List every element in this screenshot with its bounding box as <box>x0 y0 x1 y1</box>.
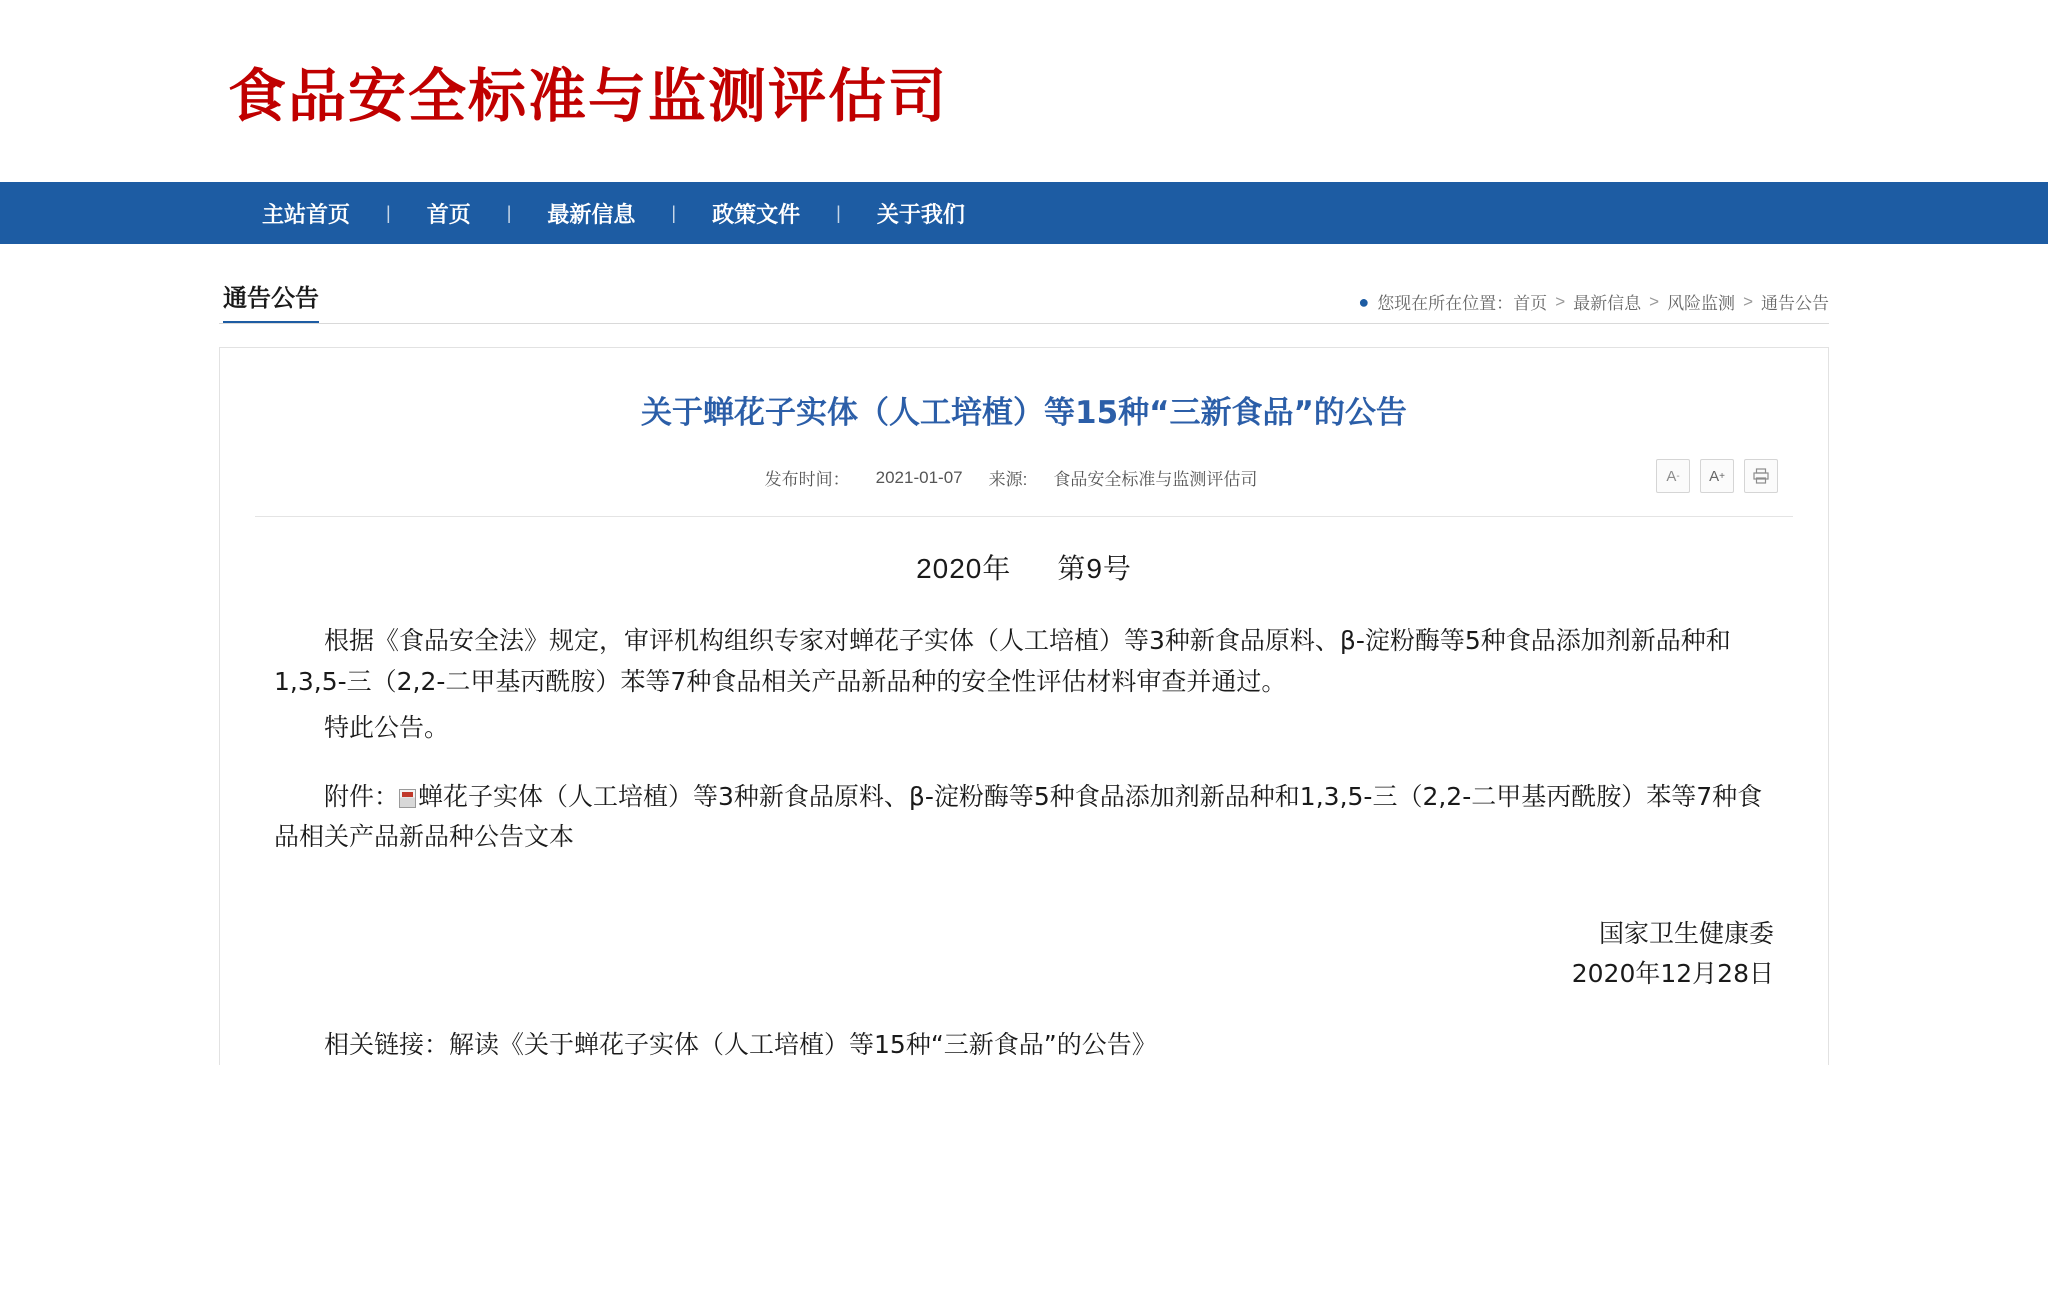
article-tools <box>1656 459 1778 493</box>
article-meta <box>260 465 1788 516</box>
breadcrumb-underline <box>219 323 1829 324</box>
site-header <box>0 0 2048 182</box>
document-serial: 第9号 <box>1057 553 1132 585</box>
article-card <box>219 347 1829 1065</box>
decrease-font-label: A <box>1666 467 1677 485</box>
source-value: 食品安全标准与监测评估司 <box>1053 470 1258 490</box>
publish-time-value: 2021-01-07 <box>875 467 963 487</box>
nav-separator: | <box>671 202 677 223</box>
breadcrumb-row <box>219 244 1829 324</box>
source-label: 来源: <box>988 470 1028 490</box>
related-link[interactable]: 解读《关于蝉花子实体（人工培植）等15种“三新食品”的公告》 <box>449 1029 1157 1059</box>
attachment-paragraph <box>260 777 1788 858</box>
location-pin-icon: ● <box>1358 291 1370 312</box>
site-title: 食品安全标准与监测评估司 <box>228 62 949 130</box>
breadcrumb-separator: > <box>1649 291 1660 311</box>
page-title: 通告公告 <box>223 278 319 324</box>
article-paragraph: 根据《食品安全法》规定，审评机构组织专家对蝉花子实体（人工培植）等3种新食品原料、β-淀粉酶等5种食品添加剂新品种和1,3,5-三（2,2-二甲基丙酰胺）苯等7种食品相关产品新品种的安全性评估材料审查并通过。 <box>274 626 1731 696</box>
breadcrumb-item-announcements[interactable]: 通告公告 <box>1761 294 1829 313</box>
breadcrumb-separator: > <box>1743 291 1753 311</box>
nav-item-main-home[interactable]: 主站首页 <box>262 201 351 227</box>
publish-time-label: 发布时间： <box>764 470 850 490</box>
related-link-paragraph <box>260 1025 1788 1066</box>
signature-date: 2020年12月28日 <box>1571 959 1774 989</box>
meta-divider <box>255 516 1793 517</box>
attachment-label: 附件： <box>324 781 400 811</box>
print-button[interactable] <box>1744 459 1778 493</box>
increase-font-button[interactable] <box>1700 459 1734 493</box>
breadcrumb-item-latest-info[interactable]: 最新信息 <box>1573 294 1642 313</box>
nav-item-home[interactable]: 首页 <box>426 201 471 227</box>
attachment-file-icon <box>399 789 416 808</box>
nav-item-latest-info[interactable]: 最新信息 <box>547 201 636 227</box>
breadcrumb-item-risk-monitoring[interactable]: 风险监测 <box>1667 294 1736 313</box>
printer-icon <box>1752 467 1770 485</box>
breadcrumb-item-home[interactable]: 首页 <box>1513 294 1548 313</box>
nav-item-about-us[interactable]: 关于我们 <box>876 201 965 227</box>
nav-separator: | <box>836 202 841 223</box>
increase-font-sup: + <box>1719 470 1725 482</box>
signature-block <box>260 914 1788 995</box>
attachment-link[interactable]: 蝉花子实体（人工培植）等3种新食品原料、β-淀粉酶等5种食品添加剂新品种和1,3,5-三（2,2-二甲基丙酰胺）苯等7种食品相关产品新品种公告文本 <box>274 781 1763 852</box>
document-number <box>260 547 1788 587</box>
nav-item-policy-documents[interactable]: 政策文件 <box>712 201 801 227</box>
nav-separator: | <box>386 202 391 223</box>
breadcrumb <box>1358 289 1829 324</box>
article-title: 关于蝉花子实体（人工培植）等15种“三新食品”的公告 <box>641 395 1407 431</box>
related-link-label: 相关链接： <box>324 1029 450 1059</box>
nav-separator: | <box>506 202 512 223</box>
breadcrumb-prefix: 您现在所在位置： <box>1377 294 1514 313</box>
article-paragraph: 特此公告。 <box>324 713 450 743</box>
increase-font-label: A <box>1709 467 1720 485</box>
main-navigation <box>0 182 2048 244</box>
decrease-font-button[interactable] <box>1656 459 1690 493</box>
signature-organization: 国家卫生健康委 <box>1598 918 1774 948</box>
decrease-font-sup: - <box>1676 470 1680 482</box>
breadcrumb-separator: > <box>1555 291 1566 311</box>
document-year: 2020年 <box>916 553 1012 585</box>
